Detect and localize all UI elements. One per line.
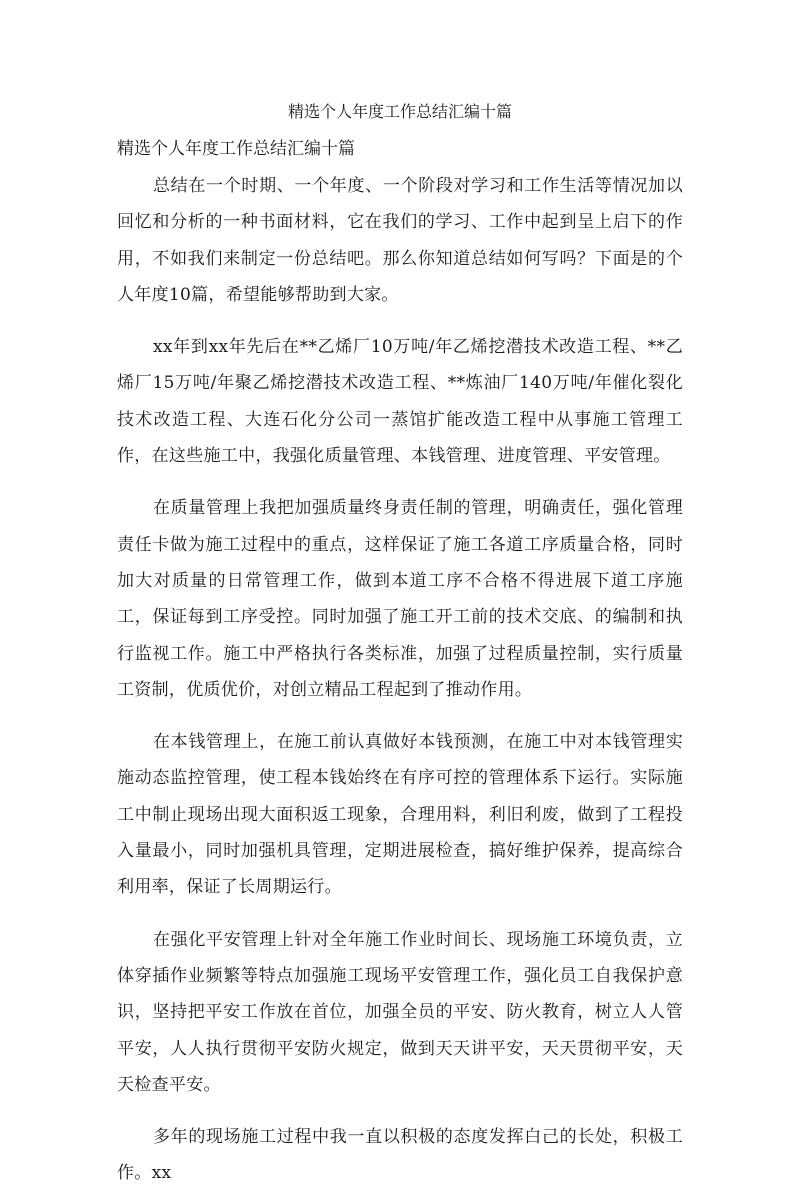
- page-title: 精选个人年度工作总结汇编十篇: [287, 102, 512, 121]
- document-body: [117, 168, 683, 1192]
- paragraph-quality-management: 在质量管理上我把加强质量终身责任制的管理，明确责任，强化管理责任卡做为施工过程中的重点，这样保证了施工各道工序质量合格，同时加大对质量的日常管理工作，做到本道工序不合格不得进展下道工序施工，保证每到工序受控。同时加强了施工开工前的技术交底、的编制和执行监视工作。施工中严格执行各类标准，加强了过程质量控制，实行质量工资制，优质优价，对创立精品工程起到了推动作用。: [117, 498, 683, 700]
- paragraph-cost-management: 在本钱管理上，在施工前认真做好本钱预测，在施工中对本钱管理实施动态监控管理，使工程本钱始终在有序可控的管理体系下运行。实际施工中制止现场出现大面积返工现象，合理用料，利旧利废，做到了工程投入量最小，同时加强机具管理，定期进展检查，搞好维护保养，提高综合利用率，保证了长周期运行。: [117, 732, 683, 898]
- paragraph-experience: xx年到xx年先后在**乙烯厂10万吨/年乙烯挖潜技术改造工程、**乙烯厂15万吨/年聚乙烯挖潜技术改造工程、**炼油厂140万吨/年催化裂化技术改造工程、大连石化分公司一蒸馆扩能改造工程中从事施工管理工作，在这些施工中，我强化质量管理、本钱管理、进度管理、平安管理。: [117, 337, 683, 467]
- paragraph-safety-management: 在强化平安管理上针对全年施工作业时间长、现场施工环境负责，立体穿插作业频繁等特点加强施工现场平安管理工作，强化员工自我保护意识，坚持把平安工作放在首位，加强全员的平安、防火教育，树立人人管平安，人人执行贯彻平安防火规定，做到天天讲平安，天天贯彻平安，天天检查平安。: [117, 929, 683, 1095]
- paragraph-intro: 总结在一个时期、一个年度、一个阶段对学习和工作生活等情况加以回忆和分析的一种书面材料，它在我们的学习、工作中起到呈上启下的作用，不如我们来制定一份总结吧。那么你知道总结如何写吗？下面是的个人年度10篇，希望能够帮助到大家。: [117, 176, 683, 305]
- document-subtitle: 精选个人年度工作总结汇编十篇: [117, 139, 355, 159]
- paragraph-summary: 多年的现场施工过程中我一直以积极的态度发挥白己的长处，积极工作。xx: [117, 1127, 683, 1184]
